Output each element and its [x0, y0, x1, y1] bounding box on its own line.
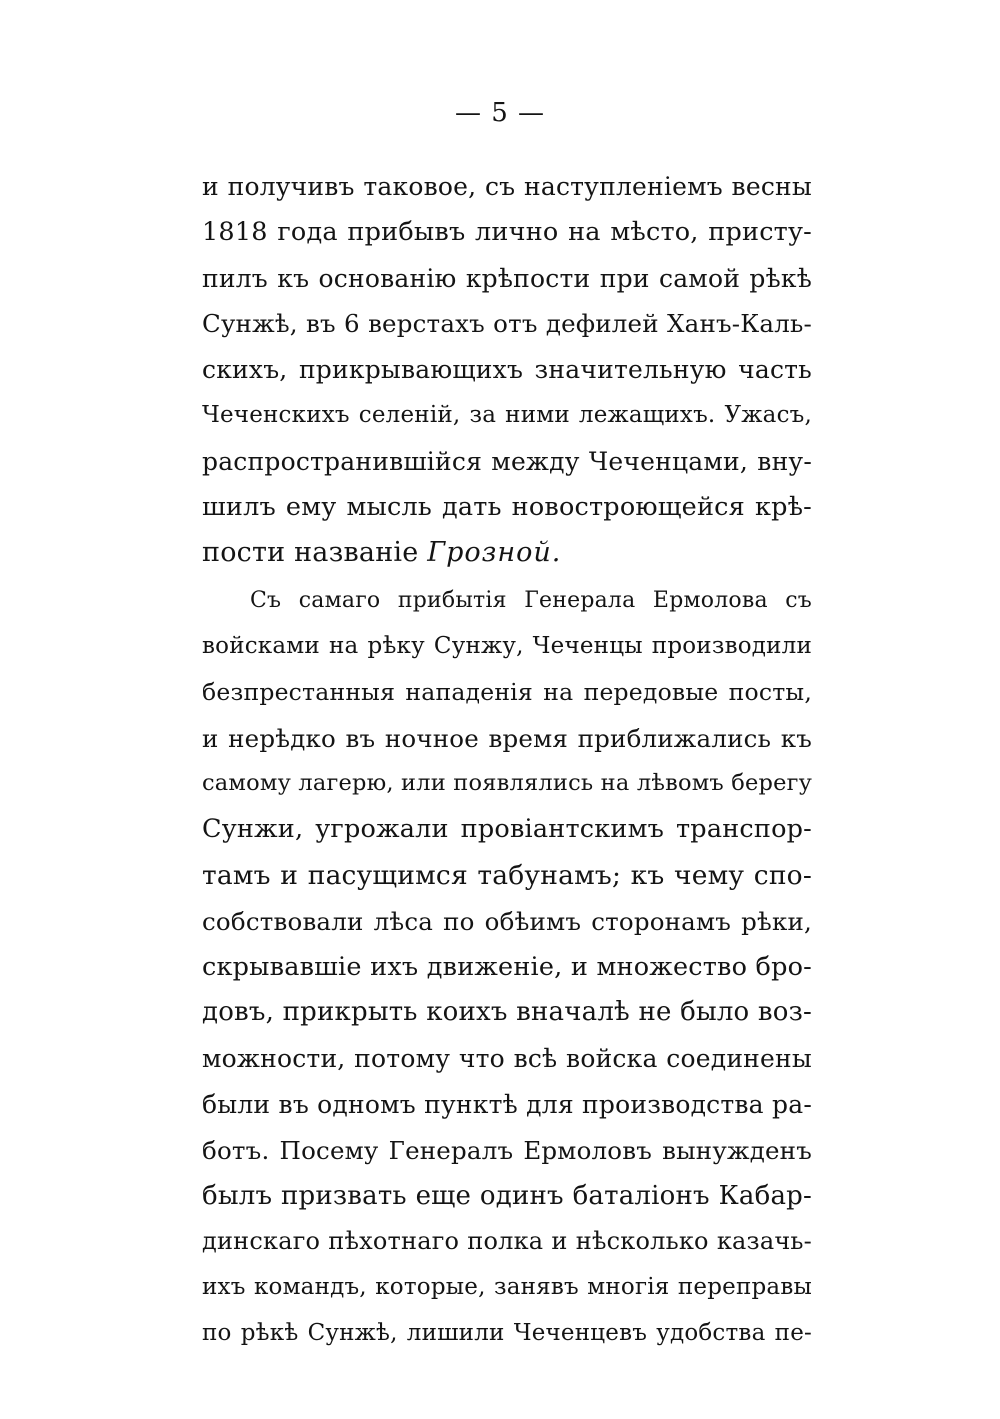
text-line: собствовали лѣса по обѣимъ сторонамъ рѣки,: [202, 906, 812, 936]
fortress-name-italic: Грозной.: [427, 537, 562, 569]
text-line-indented: Съ самаго прибытія Генерала Ермолова съ: [250, 588, 812, 614]
text-line: 1818 года прибывъ лично на мѣсто, присту-: [202, 216, 812, 247]
page-number: — 5 —: [454, 98, 546, 128]
paragraph-1: [202, 164, 812, 576]
text-line: былъ призвать еще одинъ баталіонъ Кабар-: [202, 1180, 812, 1211]
text-line: по рѣкѣ Сунжѣ, лишили Чеченцевъ удобства пе-: [202, 1319, 812, 1346]
paragraph-2: [202, 578, 812, 1357]
text-line: Сунжи, угрожали провіантскимъ транспор-: [202, 814, 812, 845]
text-line: скихъ, прикрывающихъ значительную часть: [202, 355, 812, 385]
text-line: и нерѣдко въ ночное время приближались къ: [202, 723, 812, 753]
text-line-prefix: пости названіе: [202, 537, 428, 569]
text-line: тамъ и пасущимся табунамъ; къ чему спо-: [202, 859, 812, 891]
text-line: войсками на рѣку Сунжу, Чеченцы производили: [202, 632, 812, 659]
text-line: распространившійся между Чеченцами, вну-: [202, 446, 812, 476]
text-line: и получивъ таковое, съ наступленіемъ весны: [202, 172, 812, 201]
text-line: Чеченскихъ селеній, за ними лежащихъ. Ужасъ,: [202, 401, 812, 428]
text-line-last: [202, 530, 812, 576]
text-line: довъ, прикрыть коихъ вначалѣ не было воз-: [202, 997, 812, 1028]
text-line: динскаго пѣхотнаго полка и нѣсколько казачь-: [202, 1227, 812, 1256]
text-line: ботъ. Посему Генералъ Ермоловъ вынужденъ: [202, 1135, 812, 1165]
text-line: Сунжѣ, въ 6 верстахъ отъ дефилей Ханъ-Каль-: [202, 309, 812, 339]
body-text: [202, 164, 812, 1357]
text-line: самому лагерю, или появлялись на лѣвомъ берегу: [202, 770, 813, 797]
text-line: ихъ командъ, которые, занявъ многія переправы: [202, 1274, 812, 1301]
text-line: были въ одномъ пунктѣ для производства ра-: [202, 1089, 812, 1119]
text-line: безпрестанныя нападенія на передовые посты,: [202, 677, 812, 706]
text-line: можности, потому что всѣ войска соединены: [202, 1044, 812, 1074]
text-line: пилъ къ основанію крѣпости при самой рѣкѣ: [202, 263, 812, 293]
text-line: шилъ ему мысль дать новостроющейся крѣ-: [202, 491, 812, 522]
text-line: скрывавшіе ихъ движеніе, и множество бро-: [202, 951, 812, 982]
